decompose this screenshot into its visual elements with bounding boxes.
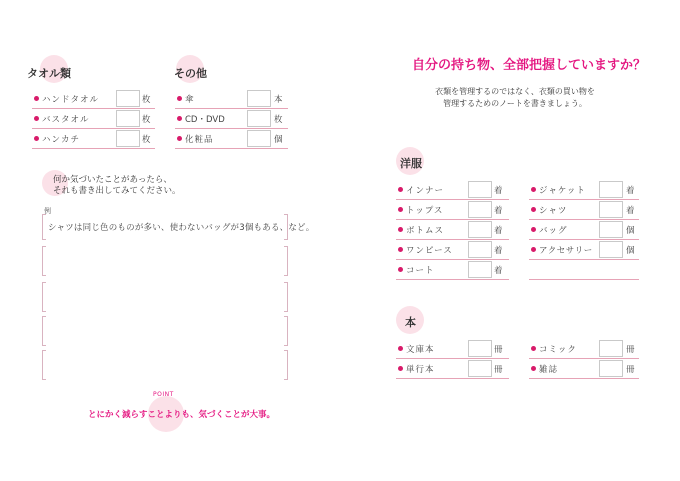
section-title-others: その他 — [174, 67, 207, 80]
item-label: ボトムス — [406, 226, 445, 236]
unit-label: 個 — [626, 226, 636, 236]
unit-label: 冊 — [626, 345, 636, 355]
count-input[interactable] — [247, 110, 271, 127]
unit-label: 着 — [494, 246, 504, 256]
subtitle-line: 衣類を管理するのではなく、衣類の買い物を — [435, 87, 595, 96]
list-item-clothes — [396, 180, 509, 200]
unit-label: 本 — [274, 95, 284, 105]
item-label: コート — [406, 266, 435, 276]
count-input[interactable] — [247, 130, 271, 147]
unit-label: 枚 — [274, 115, 284, 125]
example-entry — [42, 214, 315, 238]
item-label: ハンカチ — [42, 135, 81, 145]
count-input[interactable] — [599, 181, 623, 198]
bullet-icon — [398, 267, 403, 272]
count-input[interactable] — [468, 201, 492, 218]
item-label: ハンドタオル — [42, 95, 100, 105]
bullet-icon — [531, 366, 536, 371]
section-title-books: 本 — [405, 316, 416, 329]
bullet-icon — [531, 207, 536, 212]
bullet-icon — [34, 96, 39, 101]
item-label: 文庫本 — [406, 345, 435, 355]
item-label: ジャケット — [539, 186, 586, 196]
page-subtitle — [420, 86, 610, 110]
bullet-icon — [398, 247, 403, 252]
bullet-icon — [177, 96, 182, 101]
section-title-clothes: 洋服 — [400, 157, 422, 170]
count-input[interactable] — [599, 340, 623, 357]
blank-row[interactable] — [529, 260, 639, 280]
unit-label: 冊 — [626, 365, 636, 375]
count-input[interactable] — [468, 340, 492, 357]
count-input[interactable] — [116, 110, 140, 127]
list-item-other — [175, 129, 288, 149]
list-item-clothes — [396, 200, 509, 220]
list-item-towel — [32, 129, 155, 149]
bullet-icon — [398, 207, 403, 212]
list-item-book — [529, 339, 639, 359]
unit-label: 枚 — [142, 115, 152, 125]
item-label: 雑誌 — [539, 365, 559, 375]
bullet-icon — [398, 366, 403, 371]
list-item-clothes — [396, 260, 509, 280]
bullet-icon — [531, 247, 536, 252]
item-label: バスタオル — [42, 115, 90, 125]
count-input[interactable] — [468, 360, 492, 377]
unit-label: 着 — [626, 206, 636, 216]
list-item-book — [396, 359, 509, 379]
item-label: 傘 — [185, 95, 195, 105]
list-item-clothes — [529, 200, 639, 220]
list-item-clothes — [529, 180, 639, 200]
list-item-towel — [32, 89, 155, 109]
item-label: ワンピース — [406, 246, 453, 256]
list-item-other — [175, 89, 288, 109]
item-label: 単行本 — [406, 365, 435, 375]
count-input[interactable] — [468, 261, 492, 278]
count-input[interactable] — [599, 201, 623, 218]
list-item-other — [175, 109, 288, 129]
list-item-clothes — [396, 240, 509, 260]
count-input[interactable] — [599, 360, 623, 377]
unit-label: 着 — [494, 226, 504, 236]
note-entry-field[interactable] — [42, 316, 288, 344]
bullet-icon — [34, 136, 39, 141]
notes-prompt-line: 何か気づいたことがあったら、 — [53, 175, 172, 185]
item-label: アクセサリー — [539, 246, 593, 256]
list-item-clothes — [396, 220, 509, 240]
unit-label: 着 — [494, 186, 504, 196]
point-label: POINT — [153, 391, 174, 398]
count-input[interactable] — [468, 181, 492, 198]
note-entry-field[interactable] — [42, 282, 288, 310]
item-label: コミック — [539, 345, 577, 355]
unit-label: 個 — [274, 135, 284, 145]
bullet-icon — [531, 346, 536, 351]
bullet-icon — [398, 187, 403, 192]
item-label: インナー — [406, 186, 445, 196]
bullet-icon — [177, 116, 182, 121]
item-label: シャツ — [539, 206, 568, 216]
count-input[interactable] — [468, 221, 492, 238]
unit-label: 枚 — [142, 135, 152, 145]
item-label: 化粧品 — [185, 135, 214, 145]
count-input[interactable] — [599, 221, 623, 238]
note-entry-field[interactable] — [42, 246, 288, 274]
bullet-icon — [398, 346, 403, 351]
notes-prompt — [53, 175, 181, 197]
item-label: バッグ — [539, 226, 568, 236]
example-text: シャツは同じ色のものが多い、使わないバッグが3個もある、など。 — [48, 223, 315, 233]
bullet-icon — [177, 136, 182, 141]
unit-label: 着 — [494, 266, 504, 276]
list-item-book — [396, 339, 509, 359]
point-text: とにかく減らすことよりも、気づくことが大事。 — [88, 410, 276, 420]
unit-label: 冊 — [494, 345, 504, 355]
unit-label: 着 — [626, 186, 636, 196]
item-label: CD・DVD — [185, 115, 225, 125]
subtitle-line: 管理するためのノートを書きましょう。 — [443, 99, 587, 108]
unit-label: 枚 — [142, 95, 152, 105]
count-input[interactable] — [599, 241, 623, 258]
count-input[interactable] — [468, 241, 492, 258]
bullet-icon — [398, 227, 403, 232]
notes-prompt-line: それも書き出してみてください。 — [53, 186, 181, 196]
unit-label: 冊 — [494, 365, 504, 375]
note-entry-field[interactable] — [42, 350, 288, 378]
bullet-icon — [531, 187, 536, 192]
unit-label: 個 — [626, 246, 636, 256]
count-input[interactable] — [116, 90, 140, 107]
bullet-icon — [34, 116, 39, 121]
list-item-book — [529, 359, 639, 379]
page-headline: 自分の持ち物、全部把握していますか？ — [412, 58, 647, 73]
item-label: トップス — [406, 206, 444, 216]
list-item-towel — [32, 109, 155, 129]
list-item-clothes — [529, 240, 639, 260]
list-item-clothes — [529, 220, 639, 240]
count-input[interactable] — [247, 90, 271, 107]
unit-label: 着 — [494, 206, 504, 216]
example-label: 例 — [44, 207, 51, 215]
count-input[interactable] — [116, 130, 140, 147]
bullet-icon — [531, 227, 536, 232]
section-title-towels: タオル類 — [27, 67, 71, 80]
